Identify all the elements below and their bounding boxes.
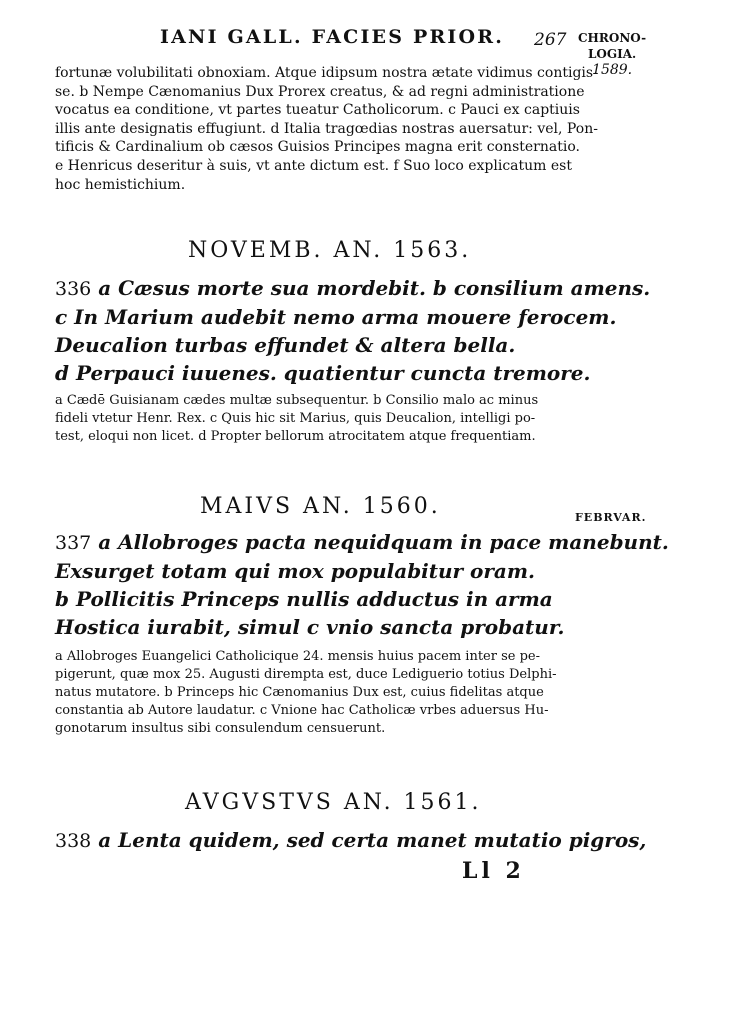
margin-label-line1: CHRONO- [578,31,647,45]
verse-line: Hostica iurabit, simul c vnio sancta probatur. [55,615,565,639]
quatrain-number: 337 [55,532,92,554]
note-line: gonotarum insultus sibi consulendum censuerunt. [55,721,386,736]
note-line: hoc hemistichium. [55,176,186,193]
note-line: illis ante designatis effugiunt. d Italia tragœdias nostras auersatur: vel, Pon- [55,120,598,137]
section-heading: MAIVS AN. 1560. [200,494,441,519]
note-line: fideli vtetur Henr. Rex. c Quis hic sit Marius, quis Deucalion, intelligi po- [55,411,536,426]
note-line: tificis & Cardinalium ob cæsos Guisios Principes magna erit consternatio. [55,139,580,156]
signature-mark: Ll 2 [462,858,525,884]
note-line: a Cædē Guisianam cædes multæ subsequentur. b Consilio malo ac minus [55,393,539,408]
page-number: 267 [534,30,567,50]
note-line: e Henricus deseritur à suis, vt ante dictum est. f Suo loco explicatum est [55,157,572,174]
quatrain [55,826,646,855]
note-line: constantia ab Autore laudatur. c Vnione hac Catholicæ vrbes aduersus Hu- [55,703,549,718]
running-title: IANI GALL. FACIES PRIOR. [160,26,505,48]
note-line: natus mutatore. b Princeps hic Cænomanius Dux est, cuius fidelitas atque [55,685,544,700]
top-notes [55,64,598,194]
note-line: pigerunt, quæ mox 25. Augusti dirempta est, duce Lediguerio totius Delphi- [55,667,557,682]
section-heading: AVGVSTVS AN. 1561. [185,790,482,815]
verse-line: 336 a Cæsus morte sua mordebit. b consilium amens. [55,276,651,300]
note-line: a Allobroges Euangelici Catholicique 24. mensis huius pacem inter se pe- [55,649,540,664]
margin-label-line2: LOGIA. [587,47,637,61]
section-heading: NOVEMB. AN. 1563. [188,238,472,263]
margin-year: 1589. [592,62,633,78]
verse-line: Exsurget totam qui mox populabitur oram. [55,559,536,583]
quatrain [55,274,650,387]
verse-line: Deucalion turbas effundet & altera bella. [55,333,516,357]
note-line: fortunæ volubilitati obnoxiam. Atque idipsum nostra ætate vidimus contigis- [55,65,598,81]
quatrain-notes [55,392,538,446]
quatrain-number: 338 [55,830,92,852]
note-line: se. b Nempe Cænomanius Dux Prorex creatus, & ad regni administratione [55,83,585,100]
verse-line: c In Marium audebit nemo arma mouere ferocem. [55,305,617,329]
quatrain [55,528,669,641]
quatrain-number: 336 [55,278,92,300]
side-note: FEBRVAR. [575,511,647,524]
quatrain-notes [55,648,557,738]
verse-line: d Perpauci iuuenes. quatientur cuncta tremore. [55,361,591,385]
note-line: test, eloqui non licet. d Propter bellorum atrocitatem atque frequentiam. [55,429,536,444]
note-line: vocatus ea conditione, vt partes tueatur Catholicorum. c Pauci ex captiuis [55,102,580,119]
verse-line: 338 a Lenta quidem, sed certa manet mutatio pigros, [55,828,647,852]
verse-line: b Pollicitis Princeps nullis adductus in arma [55,587,553,611]
verse-line: 337 a Allobroges pacta nequidquam in pace manebunt. [55,530,669,554]
